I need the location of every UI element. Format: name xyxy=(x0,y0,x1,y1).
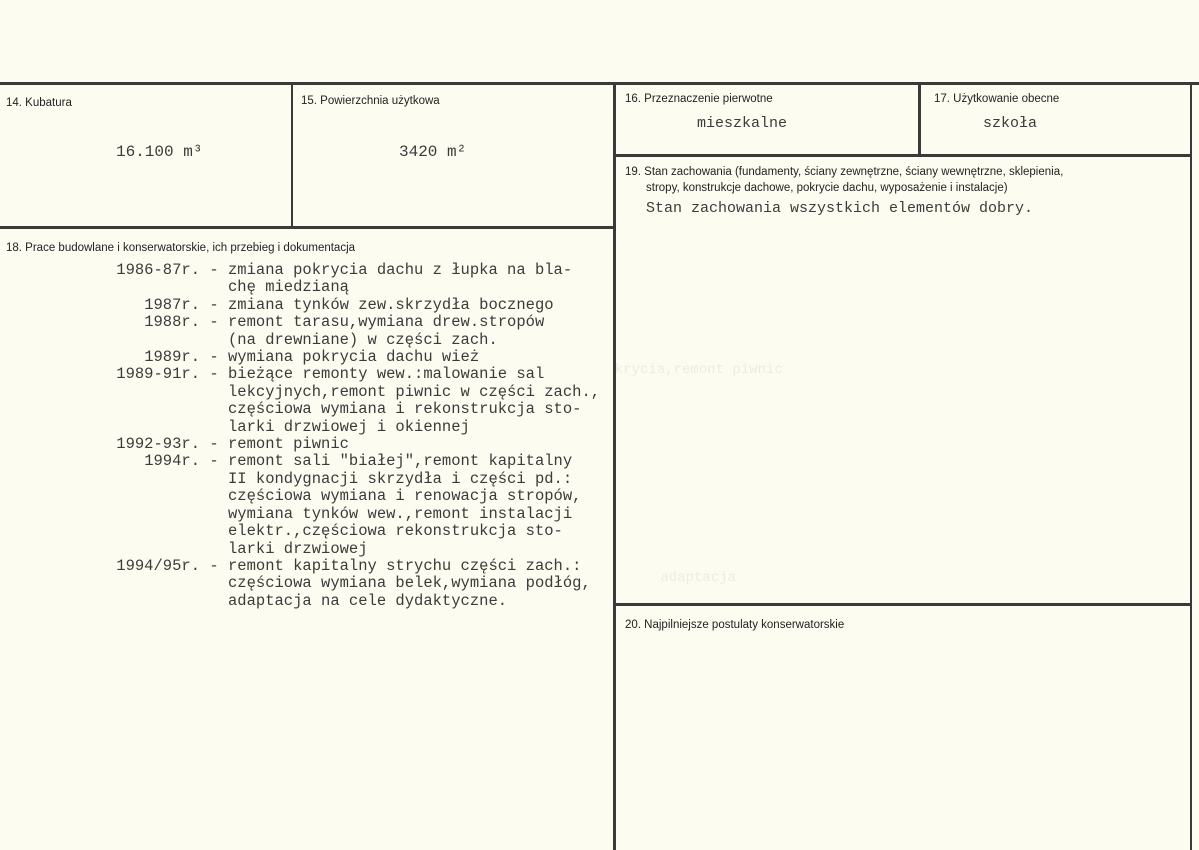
prace-entry-year: 1994/95r. xyxy=(116,556,200,575)
divider-main-vertical xyxy=(613,84,616,850)
prace-entry-text: elektr.,częściowa rekonstrukcja sto- xyxy=(228,522,563,541)
prace-entry-text: częściowa wymiana i rekonstrukcja sto- xyxy=(228,400,582,419)
divider-kubatura-powierzchnia xyxy=(291,84,293,229)
prace-entry-text: częściowa wymiana i renowacja stropów, xyxy=(228,487,582,506)
prace-entry-dash xyxy=(200,541,228,558)
prace-entry-dash xyxy=(200,332,228,349)
przeznaczenie-label: 16. Przeznaczenie pierwotne xyxy=(625,93,773,105)
prace-entry-year xyxy=(92,593,200,610)
prace-entry-dash: - xyxy=(209,261,219,279)
prace-entry-dash: - xyxy=(209,295,219,314)
prace-entry-dash: - xyxy=(209,556,219,575)
prace-entry-year: 1992-93r. xyxy=(116,435,200,454)
top-rule xyxy=(0,82,1199,85)
rule-under-16-17 xyxy=(614,154,1192,157)
prace-entry-text: wymiana tynków wew.,remont instalacji xyxy=(228,504,573,523)
prace-entry-year xyxy=(92,488,200,505)
prace-entry-text: II kondygnacji skrzydła i części pd.: xyxy=(228,469,573,488)
prace-entry-line xyxy=(92,523,600,540)
prace-entry-year xyxy=(92,471,200,488)
kubatura-value: 16.100 m³ xyxy=(116,143,203,161)
prace-entry-line xyxy=(92,349,600,366)
prace-entry-dash: - xyxy=(209,348,219,367)
prace-entry-text: zmiana pokrycia dachu z łupka na bla- xyxy=(228,261,573,279)
prace-entry-text: remont piwnic xyxy=(228,435,349,454)
prace-entry-line xyxy=(92,593,600,610)
prace-entry-text: adaptacja na cele dydaktyczne. xyxy=(228,591,508,610)
stan-label-line1: 19. Stan zachowania (fundamenty, ściany zewnętrzne, ściany wewnętrzne, sklepienia, xyxy=(625,166,1064,178)
prace-entry-text: larki drzwiowej xyxy=(228,539,368,558)
prace-entry-dash xyxy=(200,506,228,523)
prace-entry-year: 1988r. xyxy=(144,313,200,332)
prace-entry-text: bieżące remonty wew.:malowanie sal xyxy=(228,365,545,384)
prace-entry-text: larki drzwiowej i okiennej xyxy=(228,417,470,436)
prace-entry-dash xyxy=(200,471,228,488)
prace-entry-dash xyxy=(200,593,228,610)
rule-under-19 xyxy=(614,603,1192,606)
przeznaczenie-value: mieszkalne xyxy=(697,115,788,132)
uzytkowanie-value: szkoła xyxy=(983,115,1038,132)
stan-label-line2: stropy, konstrukcje dachowe, pokrycie dachu, wyposażenie i instalacje) xyxy=(646,182,1008,194)
prace-entry-dash: - xyxy=(209,365,219,384)
prace-entry-year: 1989r. xyxy=(144,348,200,367)
prace-entry-text: chę miedzianą xyxy=(228,278,349,297)
prace-entry-year: 1987r. xyxy=(144,295,200,314)
prace-entry-year xyxy=(92,506,200,523)
prace-entry-year xyxy=(92,279,200,296)
prace-entry-line xyxy=(92,541,600,558)
prace-entry-line xyxy=(92,436,600,453)
divider-przeznaczenie-uzytkowanie xyxy=(918,84,921,156)
prace-entry-dash: - xyxy=(209,452,219,471)
prace-entry-line xyxy=(92,471,600,488)
prace-entry-text: lekcyjnych,remont piwnic w części zach., xyxy=(228,382,601,401)
prace-entry-dash xyxy=(200,575,228,592)
prace-entry-line xyxy=(92,332,600,349)
prace-entry-dash xyxy=(200,279,228,296)
prace-entry-dash xyxy=(200,384,228,401)
powierzchnia-value: 3420 m² xyxy=(399,143,467,161)
prace-entry-line xyxy=(92,453,600,470)
prace-entry-year xyxy=(92,384,200,401)
prace-entry-year: 1994r. xyxy=(144,452,200,471)
prace-entry-line xyxy=(92,488,600,505)
kubatura-label: 14. Kubatura xyxy=(6,97,72,109)
prace-label: 18. Prace budowlane i konserwatorskie, ich przebieg i dokumentacja xyxy=(6,242,356,254)
prace-entry-dash xyxy=(200,488,228,505)
prace-entry-year xyxy=(92,541,200,558)
right-edge-rule xyxy=(1190,84,1192,850)
stan-value: Stan zachowania wszystkich elementów dobry. xyxy=(646,200,1034,217)
prace-entry-line xyxy=(92,279,600,296)
prace-entry-text: wymiana pokrycia dachu wież xyxy=(228,348,480,367)
prace-entry-dash xyxy=(200,523,228,540)
powierzchnia-label: 15. Powierzchnia użytkowa xyxy=(301,95,440,107)
prace-entry-text: (na drewniane) w części zach. xyxy=(228,330,498,349)
prace-entry-line xyxy=(92,314,600,331)
rule-under-14-15 xyxy=(0,226,614,229)
prace-entry-line xyxy=(92,262,600,279)
ghost-bleed-1: krycia,remont piwnic xyxy=(598,362,783,378)
prace-entry-year: 1989-91r. xyxy=(116,365,200,384)
prace-entry-line xyxy=(92,401,600,418)
prace-entry-text: remont tarasu,wymiana drew.stropów xyxy=(228,313,545,332)
prace-entry-year xyxy=(92,575,200,592)
prace-entry-dash xyxy=(200,401,228,418)
prace-entry-dash: - xyxy=(209,435,219,454)
prace-entry-line xyxy=(92,419,600,436)
prace-entry-year xyxy=(92,523,200,540)
ghost-bleed-2: adaptacja xyxy=(610,570,737,586)
prace-entry-text: remont kapitalny strychu części zach.: xyxy=(228,556,582,575)
prace-entry-line xyxy=(92,297,600,314)
prace-entry-dash xyxy=(200,419,228,436)
prace-entry-year xyxy=(92,419,200,436)
prace-entry-line xyxy=(92,558,600,575)
prace-entry-text: remont sali "białej",remont kapitalny xyxy=(228,452,573,471)
prace-entries xyxy=(92,262,600,610)
prace-entry-line xyxy=(92,384,600,401)
prace-entry-dash: - xyxy=(209,313,219,332)
uzytkowanie-label: 17. Użytkowanie obecne xyxy=(934,93,1060,105)
postulaty-label: 20. Najpilniejsze postulaty konserwatorskie xyxy=(625,619,845,631)
prace-entry-text: zmiana tynków zew.skrzydła bocznego xyxy=(228,295,554,314)
prace-entry-line xyxy=(92,575,600,592)
prace-entry-year xyxy=(92,401,200,418)
prace-entry-year xyxy=(92,332,200,349)
prace-entry-year: 1986-87r. xyxy=(116,261,200,279)
prace-entry-line xyxy=(92,366,600,383)
prace-entry-text: częściowa wymiana belek,wymiana podłóg, xyxy=(228,574,591,593)
prace-entry-line xyxy=(92,506,600,523)
